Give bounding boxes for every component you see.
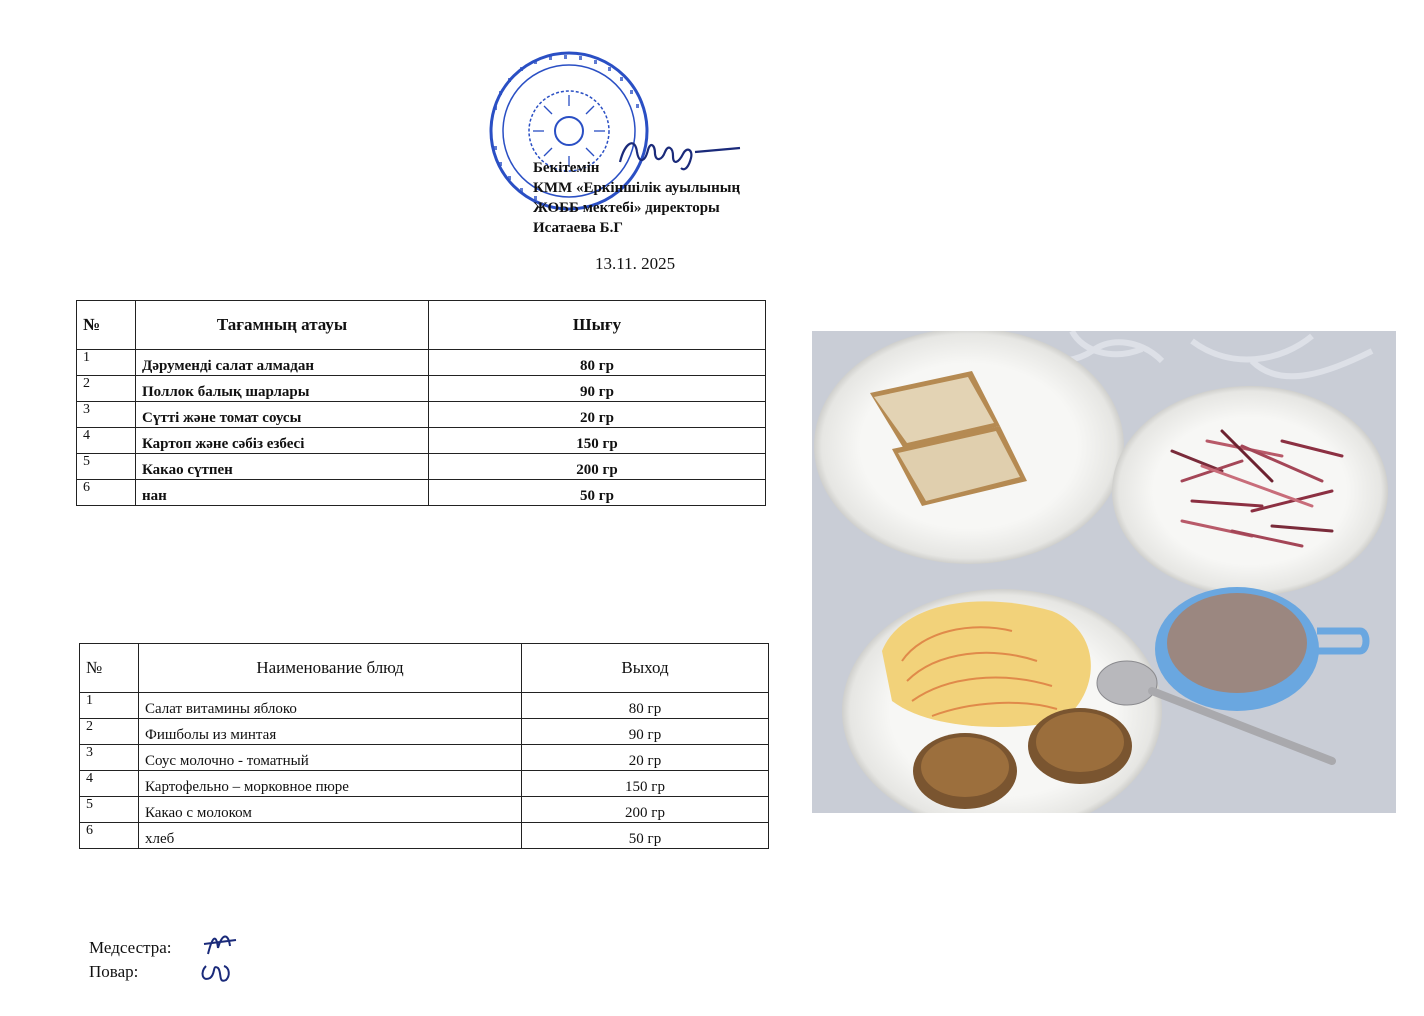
dish-name: Какао с молоком xyxy=(139,797,522,823)
row-number: 3 xyxy=(80,745,139,771)
dish-yield: 200 гр xyxy=(429,454,766,480)
dish-name: Дәруменді салат алмадан xyxy=(136,350,429,376)
cook-label: Повар: xyxy=(89,962,139,981)
header-number: № xyxy=(77,301,136,350)
header-dish-name: Тағамның атауы xyxy=(136,301,429,350)
approval-date: 13.11. 2025 xyxy=(595,254,676,273)
row-number: 6 xyxy=(80,823,139,849)
row-number: 5 xyxy=(77,454,136,480)
table-row xyxy=(80,797,769,823)
dish-yield: 20 гр xyxy=(429,402,766,428)
approval-line-1: Бекітемін xyxy=(533,160,600,176)
table-row xyxy=(80,693,769,719)
dish-yield: 80 гр xyxy=(429,350,766,376)
meal-photo xyxy=(812,331,1396,813)
dish-name: Фишболы из минтая xyxy=(139,719,522,745)
dish-yield: 90 гр xyxy=(429,376,766,402)
dish-name: Картофельно – морковное пюре xyxy=(139,771,522,797)
table-row xyxy=(77,350,766,376)
table-row xyxy=(77,428,766,454)
dish-yield: 150 гр xyxy=(522,771,769,797)
menu-table-russian xyxy=(79,643,769,849)
table-header-row xyxy=(77,301,766,350)
dish-yield: 200 гр xyxy=(522,797,769,823)
dish-name: Салат витамины яблоко xyxy=(139,693,522,719)
row-number: 5 xyxy=(80,797,139,823)
dish-yield: 20 гр xyxy=(522,745,769,771)
row-number: 2 xyxy=(80,719,139,745)
dish-name: хлеб xyxy=(139,823,522,849)
dish-name: Сүтті және томат соусы xyxy=(136,402,429,428)
table-row xyxy=(80,719,769,745)
table-row xyxy=(77,480,766,506)
dish-yield: 50 гр xyxy=(429,480,766,506)
row-number: 6 xyxy=(77,480,136,506)
header-dish-name: Наименование блюд xyxy=(139,644,522,693)
header-number: № xyxy=(80,644,139,693)
table-header-row xyxy=(80,644,769,693)
row-number: 1 xyxy=(80,693,139,719)
row-number: 2 xyxy=(77,376,136,402)
nurse-signature xyxy=(200,928,240,958)
approval-line-4: Исатаева Б.Г xyxy=(533,220,623,236)
approval-line-2: КММ «Еркіншілік ауылының xyxy=(533,180,741,196)
nurse-label: Медсестра: xyxy=(89,938,172,957)
dish-name: Соус молочно - томатный xyxy=(139,745,522,771)
row-number: 3 xyxy=(77,402,136,428)
cook-signature xyxy=(196,958,236,988)
approval-line-3: ЖОББ мектебі» директоры xyxy=(533,200,720,216)
dish-name: нан xyxy=(136,480,429,506)
dish-name: Поллок балық шарлары xyxy=(136,376,429,402)
dish-name: Картоп және сәбіз езбесі xyxy=(136,428,429,454)
row-number: 4 xyxy=(80,771,139,797)
dish-name: Какао сүтпен xyxy=(136,454,429,480)
menu-table-kazakh xyxy=(76,300,766,506)
table-row xyxy=(80,823,769,849)
dish-yield: 90 гр xyxy=(522,719,769,745)
table-row xyxy=(77,376,766,402)
row-number: 1 xyxy=(77,350,136,376)
dish-yield: 50 гр xyxy=(522,823,769,849)
dish-yield: 150 гр xyxy=(429,428,766,454)
dish-yield: 80 гр xyxy=(522,693,769,719)
row-number: 4 xyxy=(77,428,136,454)
header-yield: Шығу xyxy=(429,301,766,350)
table-row xyxy=(80,771,769,797)
table-row xyxy=(77,402,766,428)
approval-block xyxy=(533,158,740,238)
header-yield: Выход xyxy=(522,644,769,693)
signatures-footer xyxy=(89,936,172,984)
table-row xyxy=(77,454,766,480)
table-row xyxy=(80,745,769,771)
